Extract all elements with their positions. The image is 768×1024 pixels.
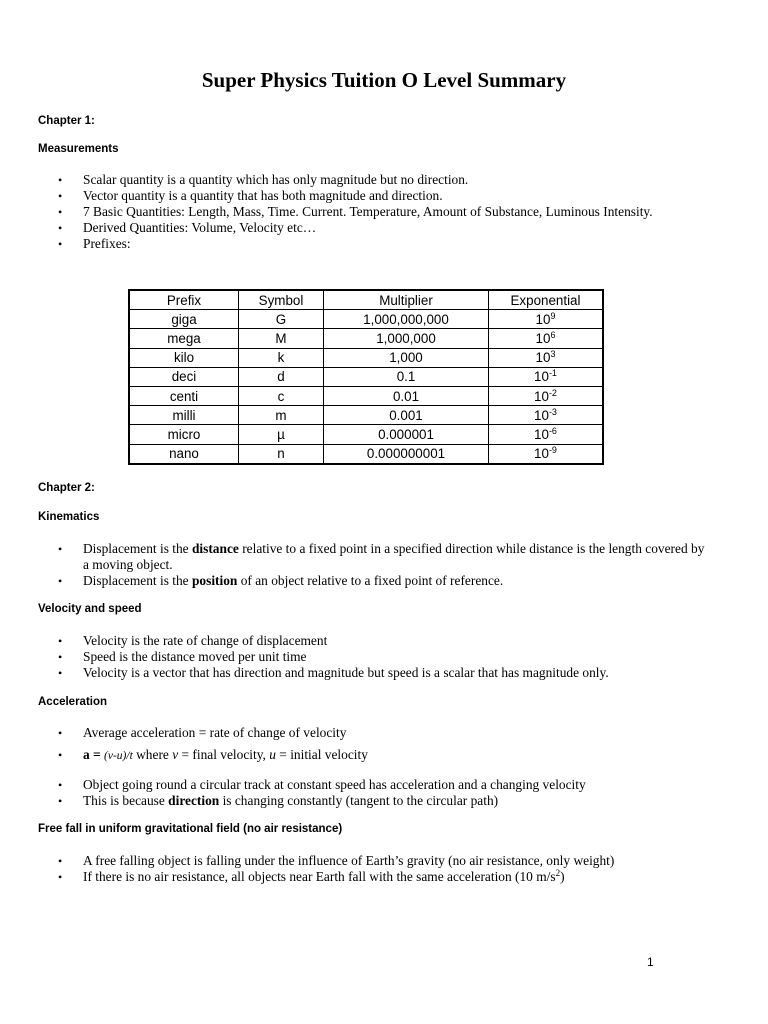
velocity-list	[0, 633, 768, 681]
free-fall-list	[0, 853, 768, 885]
bullet-icon: •	[58, 650, 63, 664]
list-item: • This is because direction is changing constantly (tangent to the circular path)	[58, 793, 499, 808]
bullet-icon: •	[58, 237, 63, 251]
column-header: Prefix	[129, 290, 239, 310]
column-header: Exponential	[489, 290, 604, 310]
list-item: • Object going round a circular track at constant speed has acceleration and a changing velocity	[58, 777, 586, 792]
list-item: • a = (v-u)/t where v = final velocity, u = initial velocity	[58, 747, 368, 762]
measurements-list	[0, 172, 768, 252]
page-title: Super Physics Tuition O Level Summary	[201, 68, 567, 92]
list-item: • Scalar quantity is a quantity which has only magnitude but no direction.	[58, 172, 469, 187]
bullet-icon: •	[58, 748, 63, 762]
bullet-icon: •	[58, 778, 63, 792]
column-header: Symbol	[239, 290, 324, 310]
bullet-icon: •	[58, 666, 63, 680]
table-row: milli m 0.001 $10^{-3}$	[129, 406, 603, 425]
list-item: • Velocity is the rate of change of displacement	[58, 633, 328, 648]
bullet-icon: •	[58, 189, 63, 203]
acceleration-list-1	[0, 725, 768, 764]
bullet-icon: •	[58, 173, 63, 187]
list-item: • Velocity is a vector that has direction and magnitude but speed is a scalar that has magnitude only.	[58, 665, 609, 680]
list-item: • Speed is the distance moved per unit time	[58, 649, 307, 664]
kinematics-heading: Kinematics	[38, 511, 100, 523]
list-item: • Prefixes:	[58, 236, 131, 251]
table-row: nano n 0.000000001 $10^{-9}$	[129, 444, 603, 464]
free-fall-heading: Free fall in uniform gravitational field (no air resistance)	[38, 823, 343, 835]
acceleration-heading: Acceleration	[38, 696, 108, 708]
table-header-row	[129, 290, 603, 310]
acceleration-list-2	[0, 777, 768, 809]
bullet-icon: •	[58, 634, 63, 648]
list-item: • Vector quantity is a quantity that has both magnitude and direction.	[58, 188, 443, 203]
bullet-icon: •	[58, 542, 63, 556]
table-row: centi c 0.01 $10^{-2}$	[129, 386, 603, 405]
table-row: mega M 1,000,000 $10^6$	[129, 329, 603, 348]
chapter-2-heading: Chapter 2:	[38, 482, 95, 494]
velocity-speed-heading: Velocity and speed	[38, 603, 142, 615]
list-item: • 7 Basic Quantities: Length, Mass, Time. Current. Temperature, Amount of Substance, Luminous Intensity.	[58, 204, 653, 219]
list-item: • If there is no air resistance, all objects near Earth fall with the same acceleration (10 $m/s^2$)	[58, 868, 565, 884]
bullet-icon: •	[58, 794, 63, 808]
table-row: giga G 1,000,000,000 $10^9$	[129, 310, 603, 329]
list-item: • A free falling object is falling under the influence of Earth’s gravity (no air resistance, only weight)	[58, 853, 615, 868]
bullet-icon: •	[58, 726, 63, 740]
prefix-table	[128, 289, 604, 465]
chapter-1-heading: Chapter 1:	[38, 115, 95, 127]
column-header: Multiplier	[324, 290, 489, 310]
bullet-icon: •	[58, 205, 63, 219]
list-item: • Displacement is the position of an object relative to a fixed point of reference.	[58, 573, 504, 588]
list-item: • Average acceleration = rate of change of velocity	[58, 725, 347, 740]
bullet-icon: •	[58, 870, 63, 884]
list-item: • Displacement is the distance relative to a fixed point in a specified direction while distance is the length covered by a moving object.	[58, 541, 705, 572]
table-row: kilo k 1,000 $10^3$	[129, 348, 603, 367]
bullet-icon: •	[58, 854, 63, 868]
page-number: 1	[647, 955, 654, 969]
kinematics-list	[0, 541, 768, 589]
bullet-icon: •	[58, 574, 63, 588]
table-row: deci d 0.1 $10^{-1}$	[129, 367, 603, 386]
table-row: micro µ 0.000001 $10^{-6}$	[129, 425, 603, 444]
list-item: • Derived Quantities: Volume, Velocity etc…	[58, 220, 317, 235]
bullet-icon: •	[58, 221, 63, 235]
measurements-heading: Measurements	[38, 143, 119, 155]
